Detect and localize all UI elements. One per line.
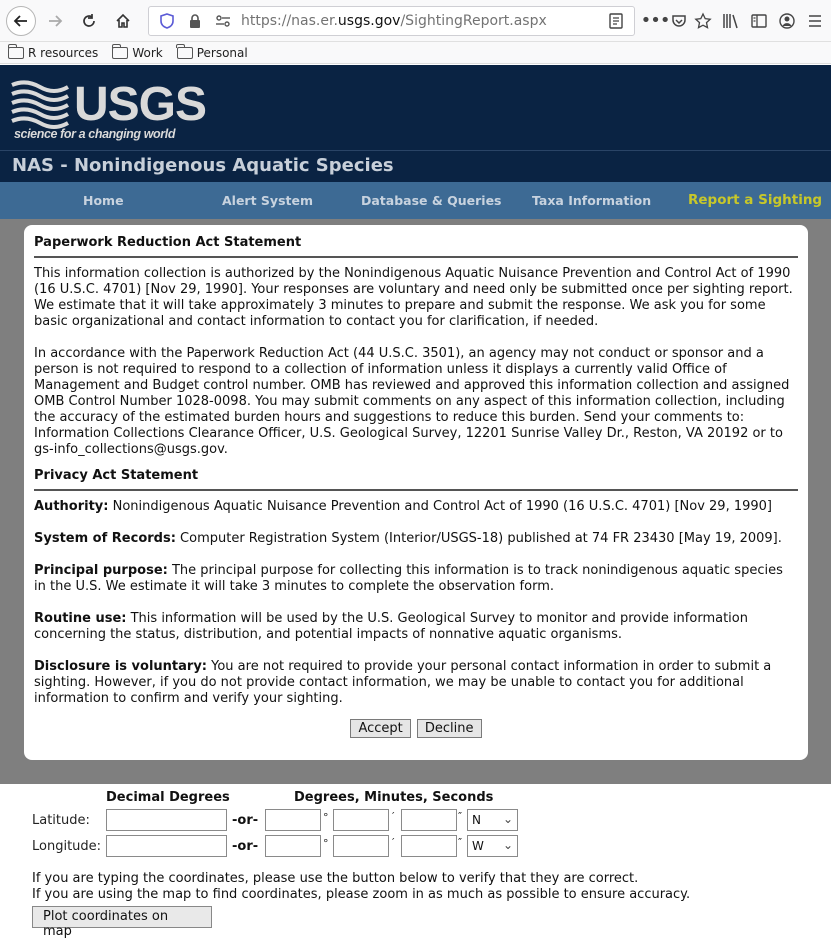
browser-toolbar	[0, 0, 831, 42]
longitude-degrees-input[interactable]	[265, 835, 321, 857]
nav-report-sighting[interactable]: Report a Sighting	[688, 192, 823, 208]
routine-use-text: This information will be used by the U.S. Geological Survey to monitor and provide information concerning the status, distribution, and potential impacts of nonnative aquatic organisms.	[34, 611, 748, 642]
authority-label: Authority:	[34, 499, 109, 514]
nav-taxa-information[interactable]: Taxa Information	[532, 193, 652, 208]
dms-header: Degrees, Minutes, Seconds	[294, 790, 494, 805]
lock-icon[interactable]	[185, 11, 205, 31]
back-arrow-icon	[13, 13, 29, 29]
longitude-decimal-input[interactable]	[106, 835, 227, 857]
disclosure-paragraph	[34, 659, 798, 707]
routine-use-paragraph	[34, 611, 798, 643]
main-nav	[0, 182, 831, 219]
authority-paragraph	[34, 499, 798, 515]
longitude-seconds-input[interactable]	[401, 835, 457, 857]
bookmark-label: R resources	[28, 45, 99, 60]
paperwork-title: Paperwork Reduction Act Statement	[34, 235, 798, 258]
usgs-tagline: science for a changing world	[14, 127, 176, 141]
longitude-minutes-input[interactable]	[333, 835, 389, 857]
typing-coordinates-note: If you are typing the coordinates, please use the button below to verify that they are correct.	[32, 871, 639, 886]
longitude-direction-value: W	[472, 839, 484, 853]
url-prefix: https://nas.er.	[241, 12, 338, 29]
url-domain: usgs.gov	[337, 12, 401, 29]
degree-mark: °	[323, 811, 329, 824]
or-separator: -or-	[232, 839, 259, 854]
longitude-label: Longitude:	[32, 839, 102, 854]
decimal-degrees-header: Decimal Degrees	[106, 790, 230, 805]
paperwork-paragraph-2: In accordance with the Paperwork Reduction Act (44 U.S.C. 3501), an agency may not conduct or sponsor and a person is not required to respond to a collection of information unless it displays a currently valid Office of Management and Budget control number. OMB has reviewed and approved this information collection and assigned OMB Control Number 1028-0098. You may submit comments on any aspect of this information collection, including the accuracy of the estimated burden hours and suggestions to reduce this burden. Send your comments to: Information Collections Clearance Officer, U.S. Geological Survey, 12201 Sunrise Valley Dr., Reston, VA 20192 or to gs-info_collections@usgs.gov.	[34, 346, 790, 457]
records-text: Computer Registration System (Interior/USGS-18) published at 74 FR 23430 [May 19, 2009].	[175, 531, 782, 546]
authority-text: Nonindigenous Aquatic Nuisance Prevention and Control Act of 1990 (16 U.S.C. 4701) [Nov 29, 1990]	[108, 499, 772, 514]
degree-mark: °	[323, 837, 329, 850]
latitude-seconds-input[interactable]	[401, 809, 457, 831]
account-icon[interactable]	[777, 11, 797, 31]
latitude-minutes-input[interactable]	[333, 809, 389, 831]
minute-mark: ′	[392, 836, 395, 849]
disclosure-text: You are not required to provide your personal contact information in order to submit a sighting. However, if you do not provide contact information, we may be unable to contact you for additional information to confirm and verify your sighting.	[34, 659, 772, 706]
latitude-direction-select[interactable]	[467, 809, 518, 831]
records-label: System of Records:	[34, 531, 176, 546]
or-separator: -or-	[232, 813, 259, 828]
menu-icon[interactable]	[805, 11, 825, 31]
usgs-logo[interactable]	[12, 75, 207, 141]
nav-alert-system[interactable]: Alert System	[222, 193, 313, 208]
second-mark: ″	[458, 836, 463, 849]
usgs-wordmark: USGS	[74, 78, 207, 131]
reload-button[interactable]	[74, 6, 104, 36]
bookmark-label: Personal	[196, 45, 248, 60]
folder-icon	[8, 47, 24, 59]
nav-home[interactable]: Home	[83, 193, 124, 208]
accept-button[interactable]: Accept	[350, 719, 410, 738]
folder-icon	[112, 47, 128, 59]
latitude-direction-value: N	[472, 813, 481, 827]
home-button[interactable]	[108, 6, 138, 36]
home-icon	[115, 13, 131, 29]
routine-use-label: Routine use:	[34, 611, 127, 626]
forward-arrow-icon	[47, 13, 63, 29]
latitude-label: Latitude:	[32, 813, 90, 828]
url-path: /SightingReport.aspx	[400, 12, 547, 29]
bookmark-r-resources[interactable]	[8, 46, 98, 60]
bookmarks-bar	[0, 42, 831, 64]
bookmark-personal[interactable]	[177, 46, 248, 60]
plot-coordinates-button[interactable]	[32, 906, 212, 939]
map-coordinates-note: If you are using the map to find coordinates, please zoom in as much as possible to ensure accuracy.	[32, 887, 691, 902]
bookmark-star-icon[interactable]	[693, 11, 713, 31]
library-icon[interactable]	[721, 11, 741, 31]
modal-button-row	[34, 719, 798, 738]
folder-icon	[177, 47, 193, 59]
url-text	[241, 13, 547, 29]
bookmark-label: Work	[132, 45, 163, 60]
chevron-down-icon: ⌄	[502, 838, 513, 852]
pocket-icon[interactable]	[669, 11, 689, 31]
forward-button[interactable]	[40, 6, 70, 36]
back-button[interactable]	[6, 6, 36, 36]
bookmark-work[interactable]	[112, 46, 162, 60]
longitude-direction-select[interactable]	[467, 835, 518, 857]
disclosure-label: Disclosure is voluntary:	[34, 659, 207, 674]
sidebar-icon[interactable]	[749, 11, 769, 31]
decline-button[interactable]: Decline	[417, 719, 482, 738]
nav-database-queries[interactable]: Database & Queries	[361, 193, 502, 208]
usgs-header	[0, 65, 831, 150]
reload-icon	[81, 13, 97, 29]
minute-mark: ′	[392, 810, 395, 823]
tracking-shield-icon[interactable]	[157, 11, 177, 31]
site-title-band	[0, 150, 831, 182]
purpose-label: Principal purpose:	[34, 563, 168, 578]
privacy-title: Privacy Act Statement	[34, 468, 798, 491]
more-actions-icon[interactable]: •••	[640, 10, 670, 31]
records-paragraph	[34, 531, 798, 547]
usgs-wave-icon	[12, 81, 68, 127]
paperwork-privacy-modal	[24, 225, 808, 760]
second-mark: ″	[458, 810, 463, 823]
permissions-icon[interactable]	[213, 11, 233, 31]
latitude-decimal-input[interactable]	[106, 809, 227, 831]
site-title[interactable]: NAS - Nonindigenous Aquatic Species	[12, 155, 394, 176]
chevron-down-icon: ⌄	[502, 812, 513, 826]
purpose-text: The principal purpose for collecting this information is to track nonindigenous aquatic species in the U.S. We estimate it will take 3 minutes to complete the observation form.	[34, 563, 783, 594]
paperwork-paragraph-1: This information collection is authorized by the Nonindigenous Aquatic Nuisance Prevention and Control Act of 1990 (16 U.S.C. 4701) [Nov 29, 1990]. Your responses are voluntary and need only be submitted once per sighting report. We estimate that it will take approximately 3 minutes to prepare and submit the response. We ask you for some basic organizational and contact information to contact you for clarification, if needed.	[34, 266, 793, 329]
purpose-paragraph	[34, 563, 798, 595]
latitude-degrees-input[interactable]	[265, 809, 321, 831]
plot-coordinates-label: Plot coordinates on map	[43, 909, 169, 939]
url-bar[interactable]	[148, 6, 635, 36]
reader-view-icon[interactable]	[606, 11, 626, 31]
